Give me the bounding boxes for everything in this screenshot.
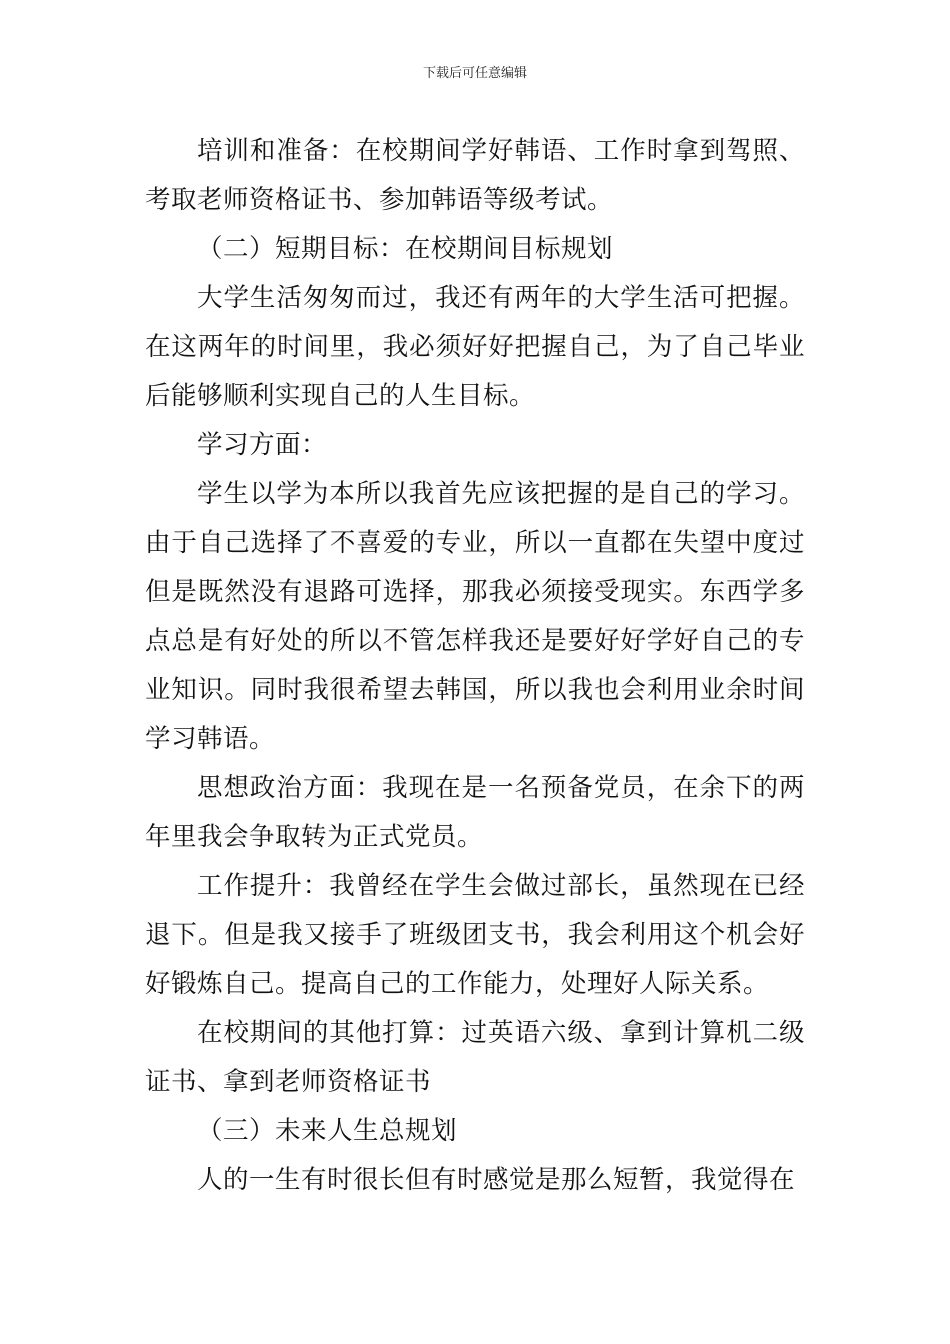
paragraph-political-thought: 思想政治方面：我现在是一名预备党员，在余下的两年里我会争取转为正式党员。 xyxy=(145,773,805,852)
paragraph-life-plan: 人的一生有时很长但有时感觉是那么短暂，我觉得在 xyxy=(197,1165,796,1195)
document-body xyxy=(145,127,805,1205)
subheading-study: 学习方面： xyxy=(197,430,328,460)
page-header: 下载后可任意编辑 xyxy=(422,66,527,81)
paragraph-other-plans: 在校期间的其他打算：过英语六级、拿到计算机二级证书、拿到老师资格证书 xyxy=(145,1018,805,1097)
paragraph-study: 学生以学为本所以我首先应该把握的是自己的学习。由于自己选择了不喜爱的专业，所以一直都在失望中度过但是既然没有退路可选择，那我必须接受现实。东西学多点总是有好处的所以不管怎样我还是要好好学好自己的专业知识。同时我很希望去韩国，所以我也会利用业余时间学习韩语。 xyxy=(145,479,805,754)
section-heading-life-plan: （三）未来人生总规划 xyxy=(197,1116,458,1146)
paragraph-university-life: 大学生活匆匆而过，我还有两年的大学生活可把握。在这两年的时间里，我必须好好把握自己，为了自己毕业后能够顺利实现自己的人生目标。 xyxy=(145,283,805,411)
section-heading-short-term-goals: （二）短期目标：在校期间目标规划 xyxy=(197,234,614,264)
paragraph-training-preparation: 培训和准备：在校期间学好韩语、工作时拿到驾照、考取老师资格证书、参加韩语等级考试。 xyxy=(145,136,805,215)
paragraph-work-improvement: 工作提升：我曾经在学生会做过部长，虽然现在已经退下。但是我又接手了班级团支书，我会利用这个机会好好锻炼自己。提高自己的工作能力，处理好人际关系。 xyxy=(145,871,805,999)
